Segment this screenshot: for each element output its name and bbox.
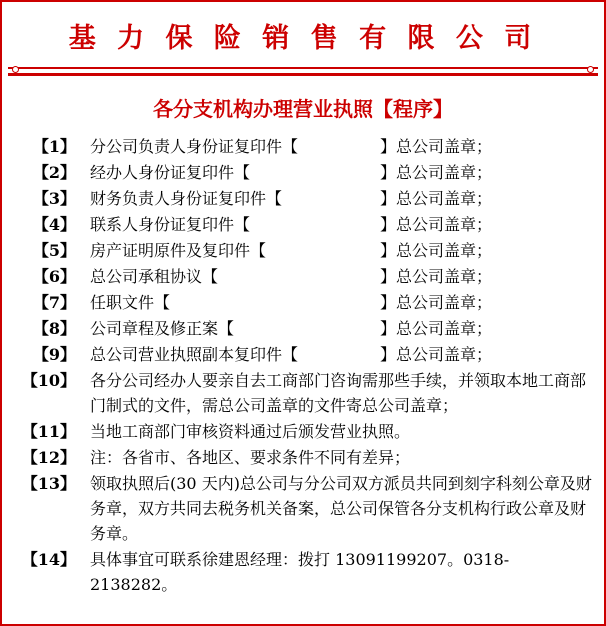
item-body: [80, 419, 594, 444]
list-item: [20, 238, 594, 263]
item-paragraph: 各分公司经办人要亲自去工商部门咨询需那些手续，并领取本地工商部门制式的文件，需总公司盖章的文件寄总公司盖章；: [90, 371, 587, 415]
list-item: [20, 342, 594, 367]
item-paragraph: 当地工商部门审核资料通过后颁发营业执照。: [90, 422, 411, 441]
divider-dot-left-icon: [12, 66, 19, 73]
list-item: [20, 445, 594, 470]
item-body: [80, 134, 594, 159]
item-paragraph: 领取执照后(30 天内)总公司与分公司双方派员共同到刻字科刻公章及财务章，双方共同去税务机关备案，总公司保管各分支机构行政公章及财务章。: [90, 474, 592, 543]
item-left-text: 经办人身份证复印件【: [90, 163, 251, 182]
item-right-text: 】总公司盖章；: [380, 189, 493, 208]
list-item: [20, 471, 594, 546]
item-body: [80, 160, 594, 185]
item-right-text: 】总公司盖章；: [380, 345, 493, 364]
item-number: 【5】: [32, 241, 76, 260]
item-number: 【6】: [32, 267, 76, 286]
item-number: 【2】: [32, 163, 76, 182]
item-right-text: 】总公司盖章；: [380, 293, 493, 312]
item-number: 【7】: [32, 293, 76, 312]
item-right-text: 】总公司盖章；: [380, 163, 493, 182]
item-number: 【10】: [21, 371, 76, 390]
list-item: [20, 134, 594, 159]
item-body: [80, 368, 594, 418]
divider-dot-right-icon: [587, 66, 594, 73]
item-left-text: 分公司负责人身份证复印件【: [90, 137, 299, 156]
item-left-text: 任职文件【: [90, 293, 171, 312]
list-item: [20, 547, 594, 597]
item-body: [80, 290, 594, 315]
item-right-text: 】总公司盖章；: [380, 319, 493, 338]
list-item: [20, 160, 594, 185]
page-title: 各分支机构办理营业执照【程序】: [153, 97, 453, 121]
item-left-text: 公司章程及修正案【: [90, 319, 235, 338]
item-number: 【14】: [21, 550, 76, 569]
item-number: 【13】: [21, 474, 76, 493]
list-item: [20, 212, 594, 237]
item-body: [80, 238, 594, 263]
item-right-text: 】总公司盖章；: [380, 137, 493, 156]
item-left-text: 财务负责人身份证复印件【: [90, 189, 283, 208]
item-body: [80, 547, 594, 597]
company-title: 基 力 保 险 销 售 有 限 公 司: [68, 23, 538, 54]
divider-line-top: [8, 67, 598, 69]
list-item: [20, 368, 594, 418]
item-number: 【9】: [32, 345, 76, 364]
list-item: [20, 186, 594, 211]
item-number: 【1】: [32, 137, 76, 156]
decorative-divider: [8, 65, 598, 79]
item-number: 【11】: [21, 422, 76, 441]
item-right-text: 】总公司盖章；: [380, 215, 493, 234]
item-left-text: 联系人身份证复印件【: [90, 215, 251, 234]
item-body: [80, 212, 594, 237]
item-body: [80, 316, 594, 341]
item-body: [80, 186, 594, 211]
item-number: 【8】: [32, 319, 76, 338]
item-body: [80, 445, 594, 470]
item-left-text: 总公司承租协议【: [90, 267, 219, 286]
list-item: [20, 316, 594, 341]
list-item: [20, 290, 594, 315]
item-right-text: 】总公司盖章；: [380, 267, 493, 286]
list-item: [20, 264, 594, 289]
list-item: [20, 419, 594, 444]
item-number: 【4】: [32, 215, 76, 234]
item-paragraph: 注：各省市、各地区、要求条件不同有差异；: [90, 448, 411, 467]
item-body: [80, 264, 594, 289]
item-body: [80, 471, 594, 546]
item-number: 【3】: [32, 189, 76, 208]
item-right-text: 】总公司盖章；: [380, 241, 493, 260]
item-number: 【12】: [21, 448, 76, 467]
item-body: [80, 342, 594, 367]
item-left-text: 总公司营业执照副本复印件【: [90, 345, 299, 364]
procedure-list: [20, 134, 594, 597]
item-paragraph: 具体事宜可联系徐建恩经理：拨打 13091199207。0318-2138282。: [90, 550, 510, 594]
item-left-text: 房产证明原件及复印件【: [90, 241, 267, 260]
divider-line-bottom: [8, 73, 598, 76]
